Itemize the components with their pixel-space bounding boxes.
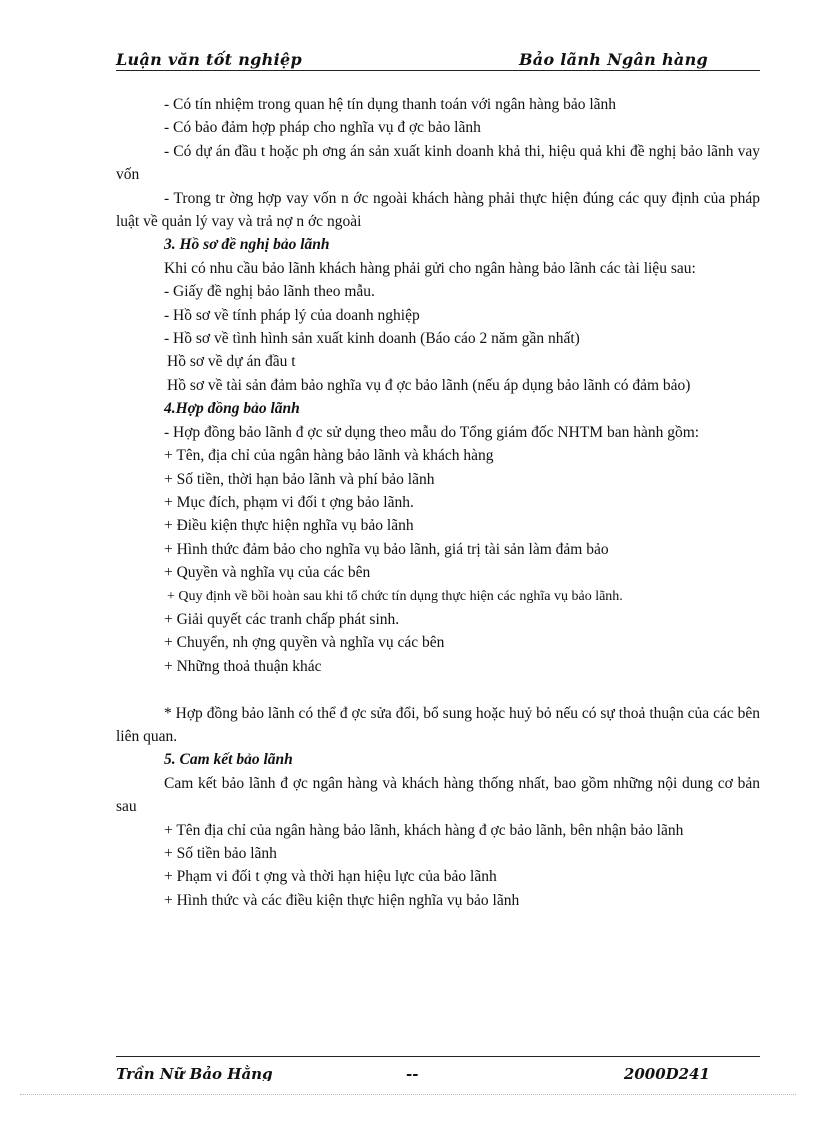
footer-student-id: 2000D241: [623, 1065, 710, 1081]
list-item: + Phạm vi đối t ợng và thời hạn hiệu lực của bảo lãnh: [164, 868, 497, 886]
document-body: [116, 93, 760, 912]
paragraph: Hồ sơ về dự án đầu t: [167, 353, 296, 371]
list-item: + Chuyển, nh ợng quyền và nghĩa vụ các bên: [164, 634, 445, 652]
list-item: + Giải quyết các tranh chấp phát sinh.: [164, 610, 400, 628]
list-item: + Số tiền bảo lãnh: [164, 844, 277, 862]
spacer: [116, 678, 760, 701]
section-heading: 3. Hồ sơ đề nghị bảo lãnh: [164, 236, 330, 254]
list-item: + Số tiền, thời hạn bảo lãnh và phí bảo lãnh: [164, 470, 435, 488]
paragraph: * Hợp đồng bảo lãnh có thể đ ợc sửa đổi, bổ sung hoặc huỷ bỏ nếu có sự thoả thuận của các bên liên quan.: [116, 704, 760, 745]
header-title-left: Luận văn tốt nghiệp: [116, 50, 302, 69]
page-footer: [116, 1056, 760, 1081]
paragraph: - Hồ sơ về tình hình sản xuất kinh doanh (Báo cáo 2 năm gần nhất): [164, 330, 580, 348]
list-item: + Tên, địa chỉ của ngân hàng bảo lãnh và khách hàng: [164, 447, 494, 465]
footer-page-number: --: [406, 1065, 419, 1081]
paragraph: - Trong tr ờng hợp vay vốn n ớc ngoài khách hàng phải thực hiện đúng các quy định của pháp luật về quản lý vay và trả nợ n ớc ngoài: [116, 189, 760, 231]
paragraph: Khi có nhu cầu bảo lãnh khách hàng phải gửi cho ngân hàng bảo lãnh các tài liệu sau:: [164, 259, 696, 277]
list-item: + Những thoả thuận khác: [164, 657, 322, 675]
paragraph: - Hồ sơ về tính pháp lý của doanh nghiệp: [164, 306, 420, 324]
section-heading: 4.Hợp đồng bảo lãnh: [164, 400, 300, 418]
paragraph: - Giấy đề nghị bảo lãnh theo mẫu.: [164, 283, 375, 301]
paragraph: - Có dự án đầu t hoặc ph ơng án sản xuất kinh doanh khả thi, hiệu quả khi đề nghị bảo lãnh vay vốn: [116, 142, 760, 184]
paragraph: Cam kết bảo lãnh đ ợc ngân hàng và khách hàng thống nhất, bao gồm những nội dung cơ bản sau: [116, 774, 760, 816]
footer-author: Trần Nữ Bảo Hằng: [116, 1065, 273, 1081]
page-edge-divider: [20, 1094, 796, 1095]
page-header: [116, 46, 760, 71]
section-heading: 5. Cam kết bảo lãnh: [164, 751, 293, 769]
list-item: + Hình thức đảm bảo cho nghĩa vụ bảo lãnh, giá trị tài sản làm đảm bảo: [164, 540, 609, 558]
header-title-right: Bảo lãnh Ngân hàng: [518, 50, 708, 69]
list-item: + Tên địa chỉ của ngân hàng bảo lãnh, khách hàng đ ợc bảo lãnh, bên nhận bảo lãnh: [164, 821, 684, 839]
paragraph: - Có bảo đảm hợp pháp cho nghĩa vụ đ ợc bảo lãnh: [164, 119, 481, 137]
list-item: + Quyền và nghĩa vụ của các bên: [164, 564, 371, 582]
paragraph: Hồ sơ về tài sản đảm bảo nghĩa vụ đ ợc bảo lãnh (nếu áp dụng bảo lãnh có đảm bảo): [167, 376, 691, 394]
paragraph: - Có tín nhiệm trong quan hệ tín dụng thanh toán với ngân hàng bảo lãnh: [164, 96, 617, 113]
list-item: + Mục đích, phạm vi đối t ợng bảo lãnh.: [164, 493, 414, 511]
list-item: + Hình thức và các điều kiện thực hiện nghĩa vụ bảo lãnh: [164, 891, 520, 909]
paragraph: - Hợp đồng bảo lãnh đ ợc sử dụng theo mẫu do Tổng giám đốc NHTM ban hành gồm:: [164, 423, 700, 441]
list-item: + Quy định về bồi hoàn sau khi tổ chức tín dụng thực hiện các nghĩa vụ bảo lãnh.: [167, 588, 623, 604]
list-item: + Điều kiện thực hiện nghĩa vụ bảo lãnh: [164, 517, 414, 535]
